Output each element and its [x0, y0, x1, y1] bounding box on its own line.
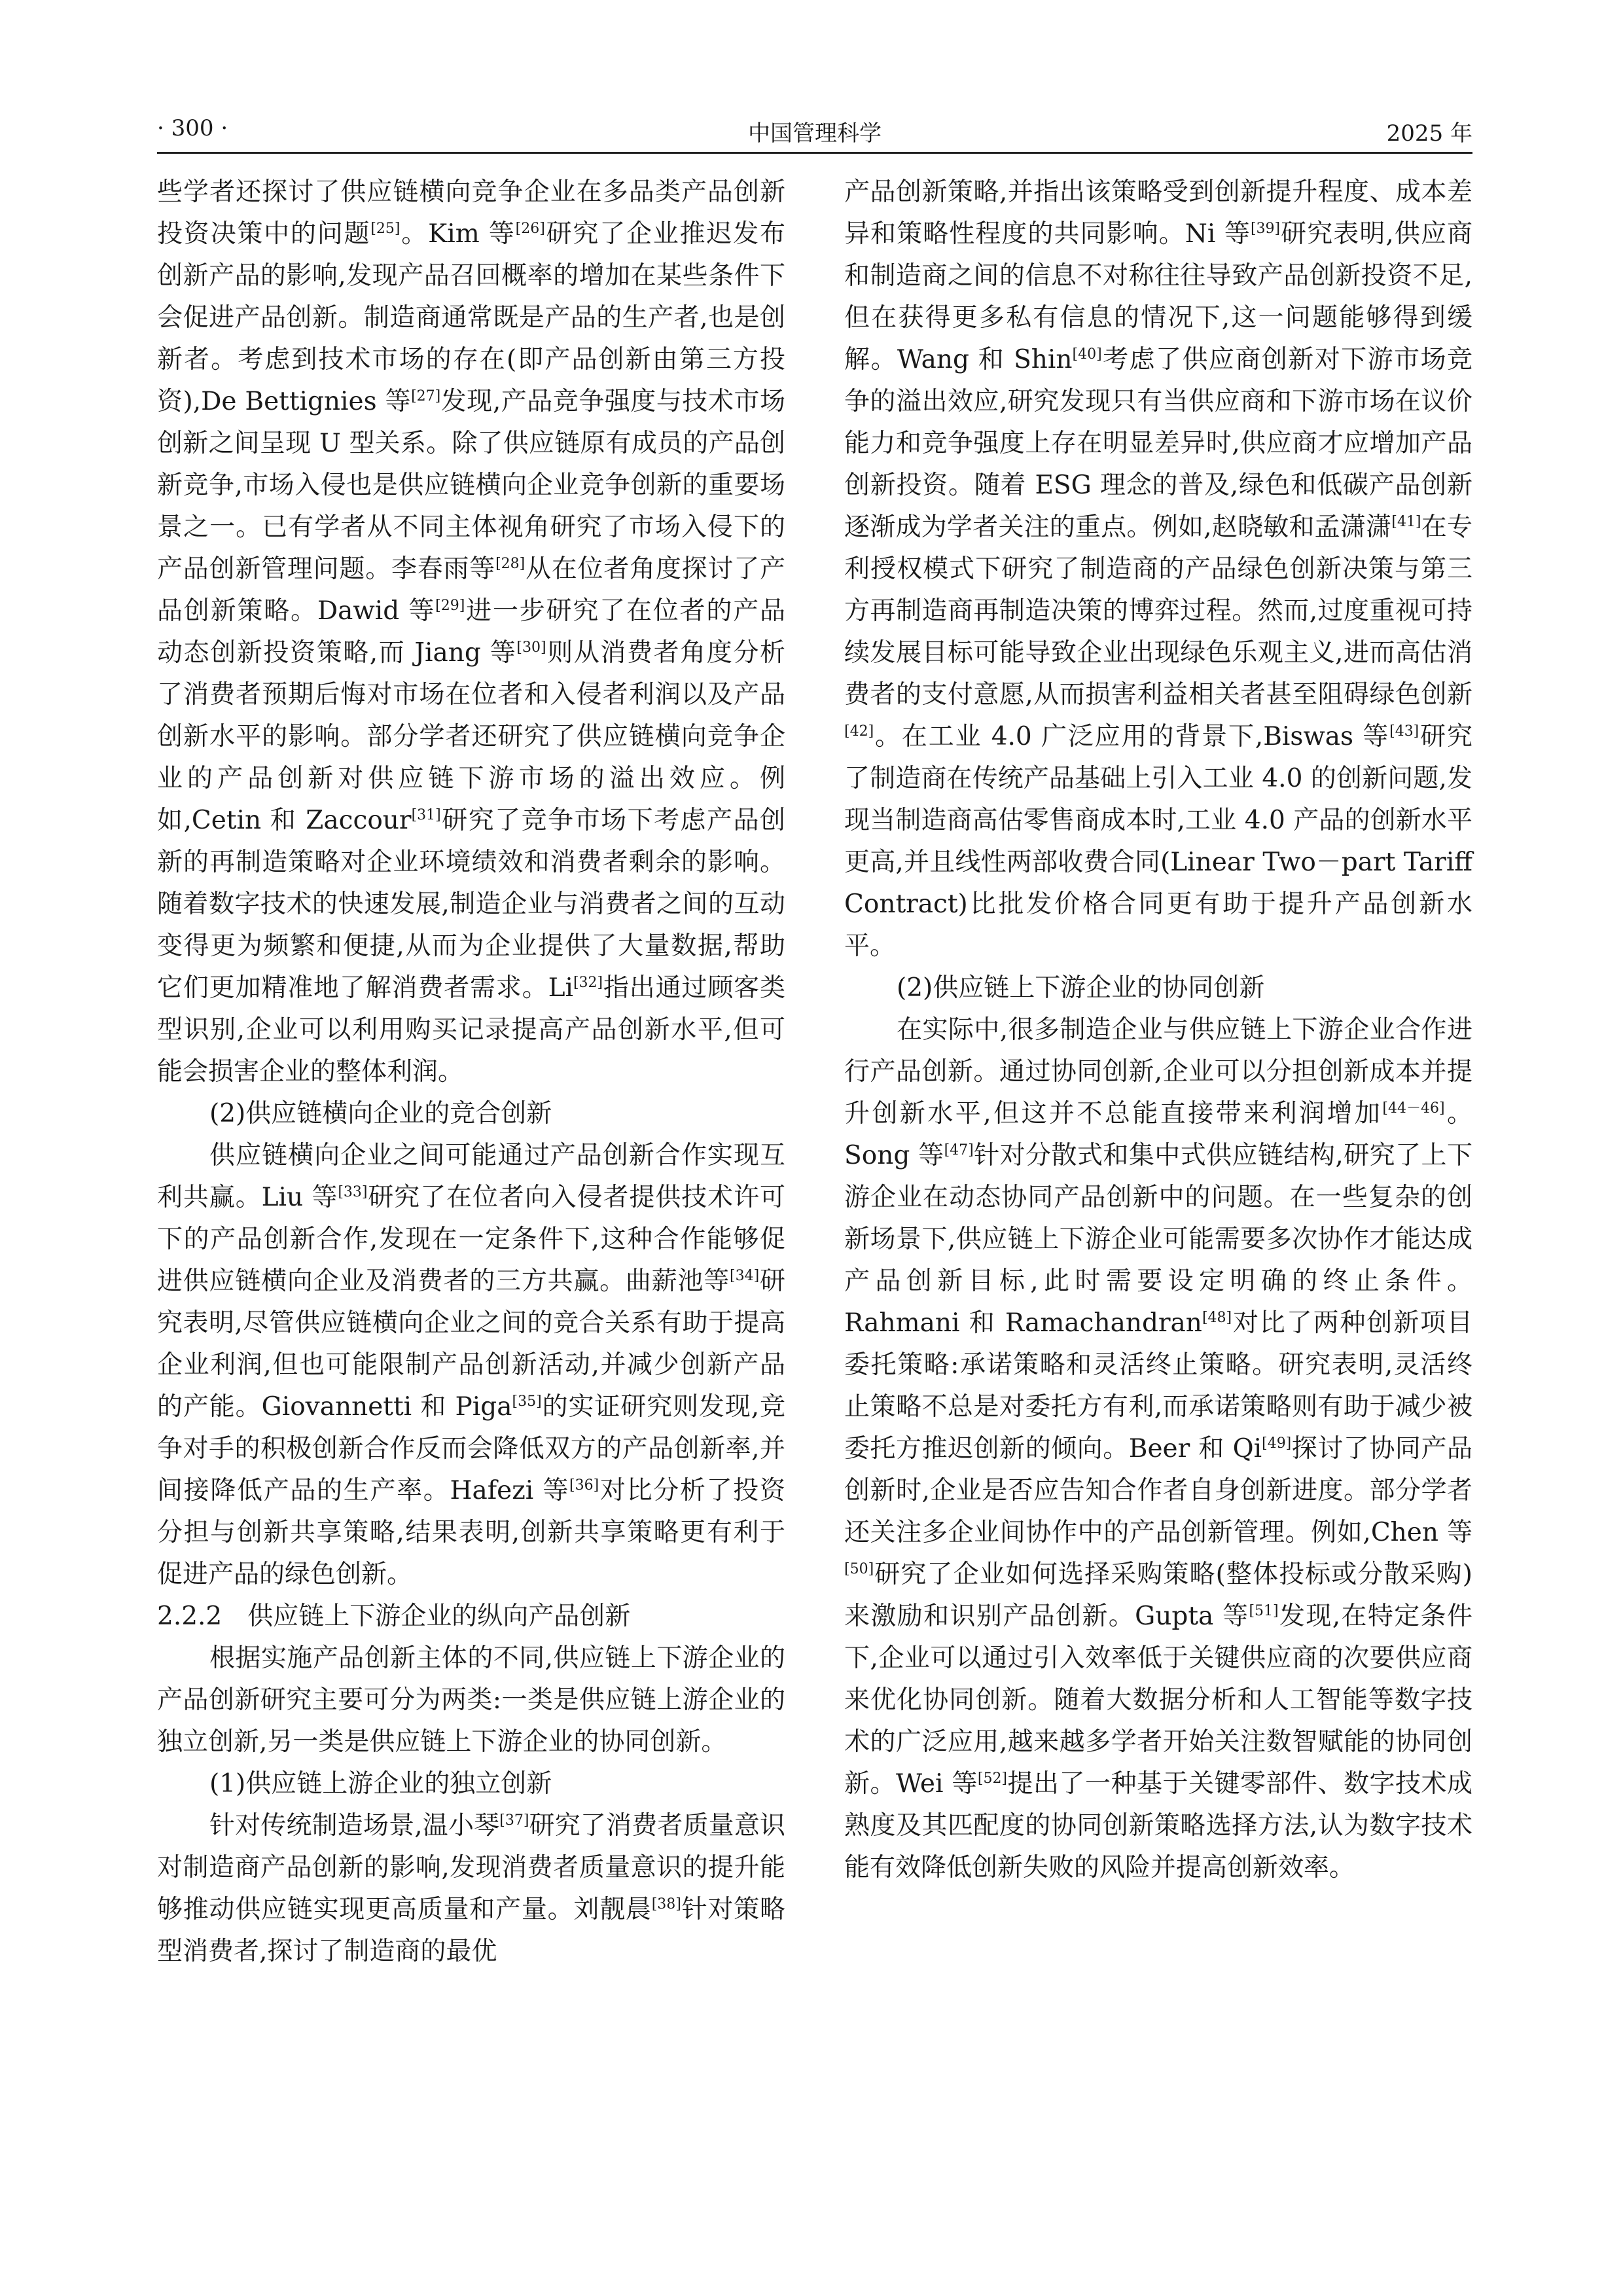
right-column: [844, 171, 1472, 1889]
citation: [42]: [844, 723, 874, 740]
citation: [33]: [338, 1184, 368, 1200]
paragraph: 在实际中,很多制造企业与供应链上下游企业合作进行产品创新。通过协同创新,企业可以分担创新成本并提升创新水平,但这并不总能直接带来利润增加[44－46]。Song 等[47]针对分散式和集中式供应链结构,研究了上下游企业在动态协同产品创新中的问题。在一些复杂的创新场景下,供应链上下游企业可能需要多次协作才能达成产品创新目标,此时需要设定明确的终止条件。Rahmani 和 Ramachandran[48]对比了两种创新项目委托策略:承诺策略和灵活终止策略。研究表明,灵活终止策略不总是对委托方有利,而承诺策略则有助于减少被委托方推迟创新的倾向。Beer 和 Qi[49]探讨了协同产品创新时,企业是否应告知合作者自身创新进度。部分学者还关注多企业间协作中的产品创新管理。例如,Chen 等[50]研究了企业如何选择采购策略(整体投标或分散采购)来激励和识别产品创新。Gupta 等[51]发现,在特定条件下,企业可以通过引入效率低于关键供应商的次要供应商来优化协同创新。随着大数据分析和人工智能等数字技术的广泛应用,越来越多学者开始关注数智赋能的协同创新。Wei 等[52]提出了一种基于关键零部件、数字技术成熟度及其匹配度的协同创新策略选择方法,认为数字技术能有效降低创新失败的风险并提高创新效率。: [844, 1015, 1473, 1882]
citation: [32]: [573, 975, 603, 991]
citation: [52]: [977, 1770, 1008, 1787]
page-header: [157, 111, 1472, 148]
journal-title: 中国管理科学: [748, 120, 882, 147]
citation: [26]: [515, 221, 545, 237]
subheading: (2)供应链上下游企业的协同创新: [897, 973, 1265, 1003]
section-heading: 2.2.2 供应链上下游企业的纵向产品创新: [157, 1602, 631, 1631]
left-column: [157, 171, 785, 1973]
citation: [37]: [499, 1812, 529, 1829]
citation: [31]: [411, 807, 441, 823]
citation: [50]: [844, 1561, 874, 1577]
citation: [34]: [730, 1268, 760, 1284]
page-number: · 300 ·: [157, 115, 228, 141]
citation: [25]: [370, 221, 401, 237]
citation: [27]: [411, 388, 441, 404]
citation: [48]: [1202, 1310, 1232, 1326]
paragraph: 产品创新策略,并指出该策略受到创新提升程度、成本差异和策略性程度的共同影响。Ni 等[39]研究表明,供应商和制造商之间的信息不对称往往导致产品创新投资不足,但在获得更多私有信息的情况下,这一问题能够得到缓解。Wang 和 Shin[40]考虑了供应商创新对下游市场竞争的溢出效应,研究发现只有当供应商和下游市场在议价能力和竞争强度上存在明显差异时,供应商才应增加产品创新投资。随着 ESG 理念的普及,绿色和低碳产品创新逐渐成为学者关注的重点。例如,赵晓敏和孟潇潇[41]在专利授权模式下研究了制造商的产品绿色创新决策与第三方再制造商再制造决策的博弈过程。然而,过度重视可持续发展目标可能导致企业出现绿色乐观主义,进而高估消费者的支付意愿,从而损害利益相关者甚至阻碍绿色创新[42]。在工业 4.0 广泛应用的背景下,Biswas 等[43]研究了制造商在传统产品基础上引入工业 4.0 的创新问题,发现当制造商高估零售商成本时,工业 4.0 产品的创新水平更高,并且线性两部收费合同(Linear Two－part Tariff Contract)比批发价格合同更有助于提升产品创新水平。: [844, 177, 1473, 961]
subheading: (1)供应链上游企业的独立创新: [209, 1769, 552, 1799]
citation: [28]: [495, 556, 526, 572]
paragraph: 供应链横向企业之间可能通过产品创新合作实现互利共赢。Liu 等[33]研究了在位者向入侵者提供技术许可下的产品创新合作,发现在一定条件下,这种合作能够促进供应链横向企业及消费者的三方共赢。曲薪池等[34]研究表明,尽管供应链横向企业之间的竞合关系有助于提高企业利润,但也可能限制产品创新活动,并减少创新产品的产能。Giovannetti 和 Piga[35]的实证研究则发现,竞争对手的积极创新合作反而会降低双方的产品创新率,并间接降低产品的生产率。Hafezi 等[36]对比分析了投资分担与创新共享策略,结果表明,创新共享策略更有利于促进产品的绿色创新。: [157, 1141, 785, 1589]
citation: [44－46]: [1382, 1100, 1445, 1117]
paragraph: 些学者还探讨了供应链横向竞争企业在多品类产品创新投资决策中的问题[25]。Kim 等[26]研究了企业推迟发布创新产品的影响,发现产品召回概率的增加在某些条件下会促进产品创新。制造商通常既是产品的生产者,也是创新者。考虑到技术市场的存在(即产品创新由第三方投资),De Bettignies 等[27]发现,产品竞争强度与技术市场创新之间呈现 U 型关系。除了供应链原有成员的产品创新竞争,市场入侵也是供应链横向企业竞争创新的重要场景之一。已有学者从不同主体视角研究了市场入侵下的产品创新管理问题。李春雨等[28]从在位者角度探讨了产品创新策略。Dawid 等[29]进一步研究了在位者的产品动态创新投资策略,而 Jiang 等[30]则从消费者角度分析了消费者预期后悔对市场在位者和入侵者利润以及产品创新水平的影响。部分学者还研究了供应链横向竞争企业的产品创新对供应链下游市场的溢出效应。例如,Cetin 和 Zaccour[31]研究了竞争市场下考虑产品创新的再制造策略对企业环境绩效和消费者剩余的影响。随着数字技术的快速发展,制造企业与消费者之间的互动变得更为频繁和便捷,从而为企业提供了大量数据,帮助它们更加精准地了解消费者需求。Li[32]指出通过顾客类型识别,企业可以利用购买记录提高产品创新水平,但可能会损害企业的整体利润。: [157, 177, 785, 1086]
paragraph: 针对传统制造场景,温小琴[37]研究了消费者质量意识对制造商产品创新的影响,发现消费者质量意识的提升能够推动供应链实现更高质量和产量。刘靓晨[38]针对策略型消费者,探讨了制造商的最优: [157, 1811, 785, 1966]
citation: [41]: [1391, 514, 1421, 530]
header-rule: [157, 152, 1472, 154]
paragraph: 根据实施产品创新主体的不同,供应链上下游企业的产品创新研究主要可分为两类:一类是供应链上游企业的独立创新,另一类是供应链上下游企业的协同创新。: [157, 1643, 785, 1757]
citation: [39]: [1250, 221, 1281, 237]
citation: [51]: [1249, 1603, 1279, 1619]
citation: [43]: [1389, 723, 1419, 740]
citation: [30]: [516, 639, 546, 656]
citation: [40]: [1072, 346, 1102, 363]
citation: [49]: [1262, 1435, 1292, 1452]
subheading: (2)供应链横向企业的竞合创新: [209, 1099, 552, 1128]
citation: [36]: [569, 1477, 599, 1494]
citation: [47]: [944, 1142, 974, 1158]
citation: [35]: [512, 1393, 542, 1410]
citation: [29]: [435, 598, 465, 614]
citation: [38]: [651, 1896, 681, 1912]
publication-year: 2025 年: [1386, 120, 1472, 147]
